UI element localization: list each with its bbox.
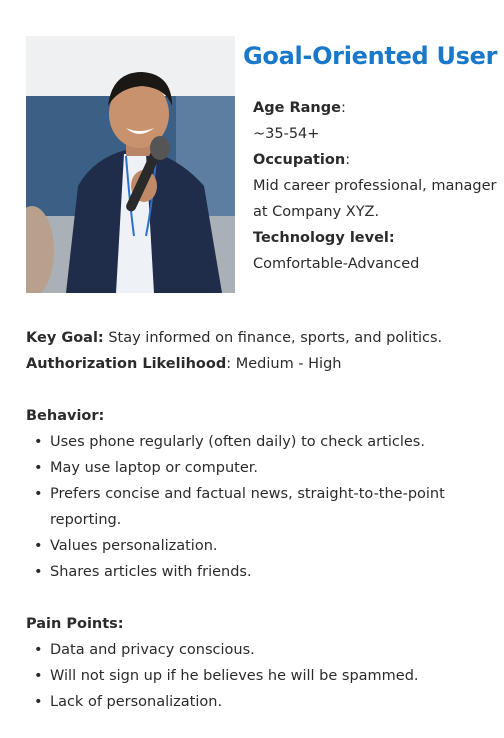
persona-title: Goal-Oriented User [243,42,498,70]
persona-profile [253,95,498,277]
list-item-text: May use laptop or computer. [50,460,258,476]
age-range-row [253,95,498,121]
key-goal-value: Stay informed on finance, sports, and politics. [108,330,443,346]
age-range-colon: : [340,100,346,116]
persona-details [26,325,496,715]
list-item [26,429,496,455]
bullet-icon: • [34,564,43,580]
occupation-colon: : [345,152,351,168]
list-item-text: Will not sign up if he believes he will be spammed. [50,668,419,684]
authorization-label: Authorization Likelihood [26,356,227,372]
pain-points-heading: Pain Points: [26,616,124,632]
bullet-icon: • [34,642,43,658]
key-goal-label: Key Goal: [26,330,104,346]
bullet-icon: • [34,434,43,450]
list-item [26,559,496,585]
bullet-icon: • [34,538,43,554]
spacer [26,377,496,403]
list-item-text: Uses phone regularly (often daily) to check articles. [50,434,425,450]
technology-level-label: Technology level: [253,230,395,246]
bullet-icon: • [34,486,43,502]
key-goal-row [26,325,496,351]
list-item [26,663,496,689]
list-item [26,689,496,715]
behavior-list [26,429,496,585]
age-range-value: ~35-54+ [253,126,320,142]
list-item-text: Data and privacy conscious. [50,642,255,658]
technology-level-value: Comfortable-Advanced [253,256,420,272]
list-item [26,533,496,559]
persona-photo [26,36,235,293]
list-item [26,481,496,533]
authorization-value: Medium - High [235,356,342,372]
list-item-text: Shares articles with friends. [50,564,252,580]
authorization-colon: : [226,356,236,372]
list-item-text: Prefers concise and factual news, straight-to-the-point reporting. [50,486,445,528]
list-item [26,455,496,481]
list-item-text: Lack of personalization. [50,694,223,710]
list-item [26,637,496,663]
occupation-label: Occupation [253,152,346,168]
age-range-label: Age Range [253,100,341,116]
pain-points-list [26,637,496,715]
authorization-row [26,351,496,377]
behavior-heading: Behavior: [26,408,105,424]
bullet-icon: • [34,668,43,684]
occupation-value: Mid career professional, manager at Company XYZ. [253,178,497,220]
list-item-text: Values personalization. [50,538,218,554]
bullet-icon: • [34,694,43,710]
bullet-icon: • [34,460,43,476]
occupation-row [253,147,498,173]
spacer [26,585,496,611]
